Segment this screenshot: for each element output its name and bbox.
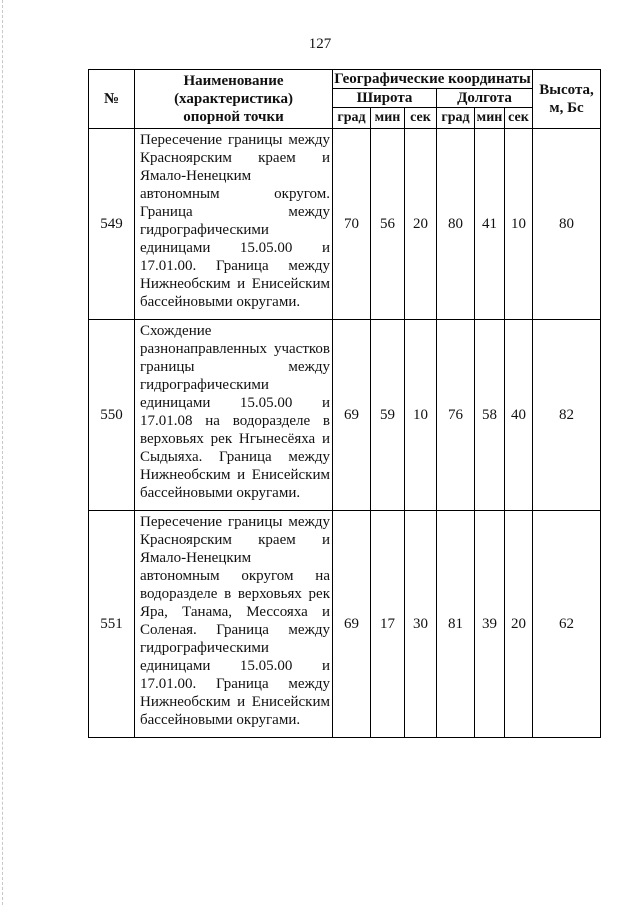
lat-min: 17: [371, 511, 405, 738]
header-lon-min: мин: [475, 108, 505, 129]
lat-sec: 10: [405, 320, 437, 511]
header-longitude: Долгота: [437, 89, 533, 108]
lat-sec: 30: [405, 511, 437, 738]
header-lon-sec: сек: [505, 108, 533, 129]
table-row: [89, 129, 601, 320]
header-name-line2: (характеристика): [174, 91, 293, 107]
lon-deg: 81: [437, 511, 475, 738]
lat-deg: 70: [333, 129, 371, 320]
lon-sec: 40: [505, 320, 533, 511]
row-name: Пересечение границы между Красноярским краем и Ямало-Ненецким автономным округом. Граница между гидрографическими единицами 15.05.00 и 17.01.00. Граница между Нижнеобским и Енисейским бассейновыми округами.: [135, 129, 333, 320]
header-name-line1: Наименование: [183, 73, 284, 89]
lon-sec: 20: [505, 511, 533, 738]
lat-min: 56: [371, 129, 405, 320]
row-number: 551: [89, 511, 135, 738]
page-number: 127: [308, 36, 332, 52]
lat-sec: 20: [405, 129, 437, 320]
lat-deg: 69: [333, 511, 371, 738]
header-lat-min: мин: [371, 108, 405, 129]
lon-deg: 76: [437, 320, 475, 511]
lat-min: 59: [371, 320, 405, 511]
header-lat-deg: град: [333, 108, 371, 129]
lon-min: 39: [475, 511, 505, 738]
header-name-line3: опорной точки: [183, 109, 284, 125]
lon-min: 58: [475, 320, 505, 511]
height-value: 82: [533, 320, 601, 511]
lon-min: 41: [475, 129, 505, 320]
lat-deg: 69: [333, 320, 371, 511]
header-number: №: [89, 70, 135, 129]
table-row: [89, 511, 601, 738]
header-geo-coordinates: Географические координаты: [334, 71, 531, 87]
row-number: 549: [89, 129, 135, 320]
coordinates-table: [88, 69, 601, 738]
header-lat-sec: сек: [405, 108, 437, 129]
header-height: Высота, м, Бс: [533, 70, 601, 129]
header-lon-deg: град: [437, 108, 475, 129]
row-name: Схождение разнонаправленных участков границы между гидрографическими единицами 15.05.00 и 17.01.08 на водоразделе в верховьях рек Нгынесёяха и Сыдыяха. Граница между Нижнеобским и Енисейским бассейновыми округами.: [135, 320, 333, 511]
table-row: [89, 320, 601, 511]
header-name: [135, 70, 333, 129]
row-number: 550: [89, 320, 135, 511]
height-value: 62: [533, 511, 601, 738]
lon-sec: 10: [505, 129, 533, 320]
height-value: 80: [533, 129, 601, 320]
lon-deg: 80: [437, 129, 475, 320]
row-name: Пересечение границы между Красноярским краем и Ямало-Ненецким автономным округом на водоразделе в верховьях рек Яра, Танама, Мессояха и Соленая. Граница между гидрографическими единицами 15.05.00 и 17.01.00. Граница между Нижнеобским и Енисейским бассейновыми округами.: [135, 511, 333, 738]
scan-edge-line: [2, 0, 4, 905]
header-latitude: Широта: [333, 89, 437, 108]
